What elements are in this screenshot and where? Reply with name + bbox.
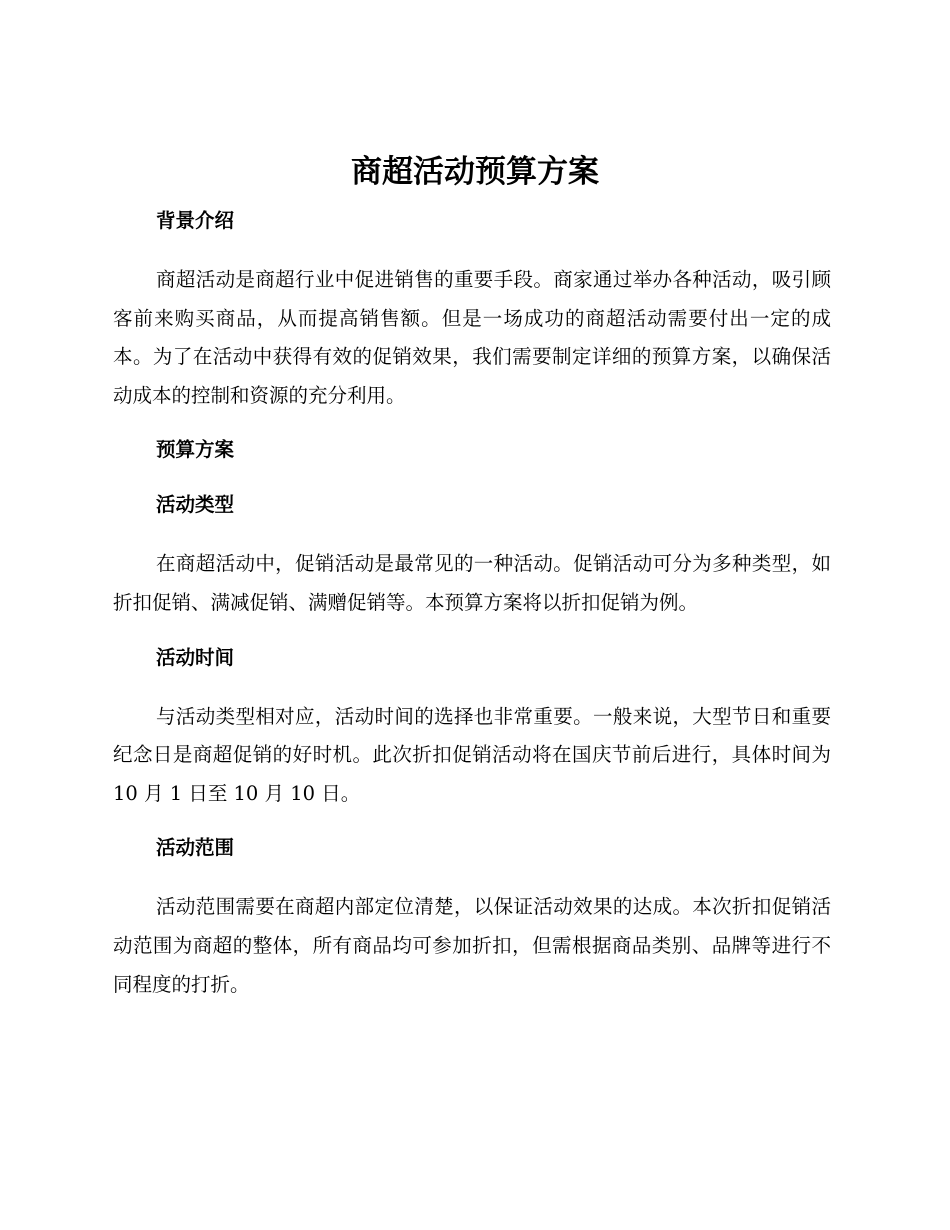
document-body <box>113 202 831 1004</box>
section-paragraph-activity-time: 与活动类型相对应，活动时间的选择也非常重要。一般来说，大型节日和重要纪念日是商超促销的好时机。此次折扣促销活动将在国庆节前后进行，具体时间为 10 月 1 日至 10 月 10 日。 <box>113 704 831 805</box>
section-paragraph-activity-type: 在商超活动中，促销活动是最常见的一种活动。促销活动可分为多种类型，如折扣促销、满减促销、满赠促销等。本预算方案将以折扣促销为例。 <box>113 552 831 614</box>
section-heading-budget: 预算方案 <box>156 438 235 462</box>
section-heading-activity-scope: 活动范围 <box>156 836 235 860</box>
section-paragraph-activity-scope: 活动范围需要在商超内部定位清楚，以保证活动效果的达成。本次折扣促销活动范围为商超的整体，所有商品均可参加折扣，但需根据商品类别、品牌等进行不同程度的打折。 <box>113 895 831 996</box>
section-heading-background: 背景介绍 <box>156 209 235 232</box>
section-paragraph-background: 商超活动是商超行业中促进销售的重要手段。商家通过举办各种活动，吸引顾客前来购买商品，从而提高销售额。但是一场成功的商超活动需要付出一定的成本。为了在活动中获得有效的促销效果，我们需要制定详细的预算方案，以确保活动成本的控制和资源的充分利用。 <box>113 268 831 407</box>
document-title: 商超活动预算方案 <box>351 154 599 190</box>
section-heading-activity-time: 活动时间 <box>156 645 235 669</box>
section-heading-activity-type: 活动类型 <box>156 493 235 517</box>
